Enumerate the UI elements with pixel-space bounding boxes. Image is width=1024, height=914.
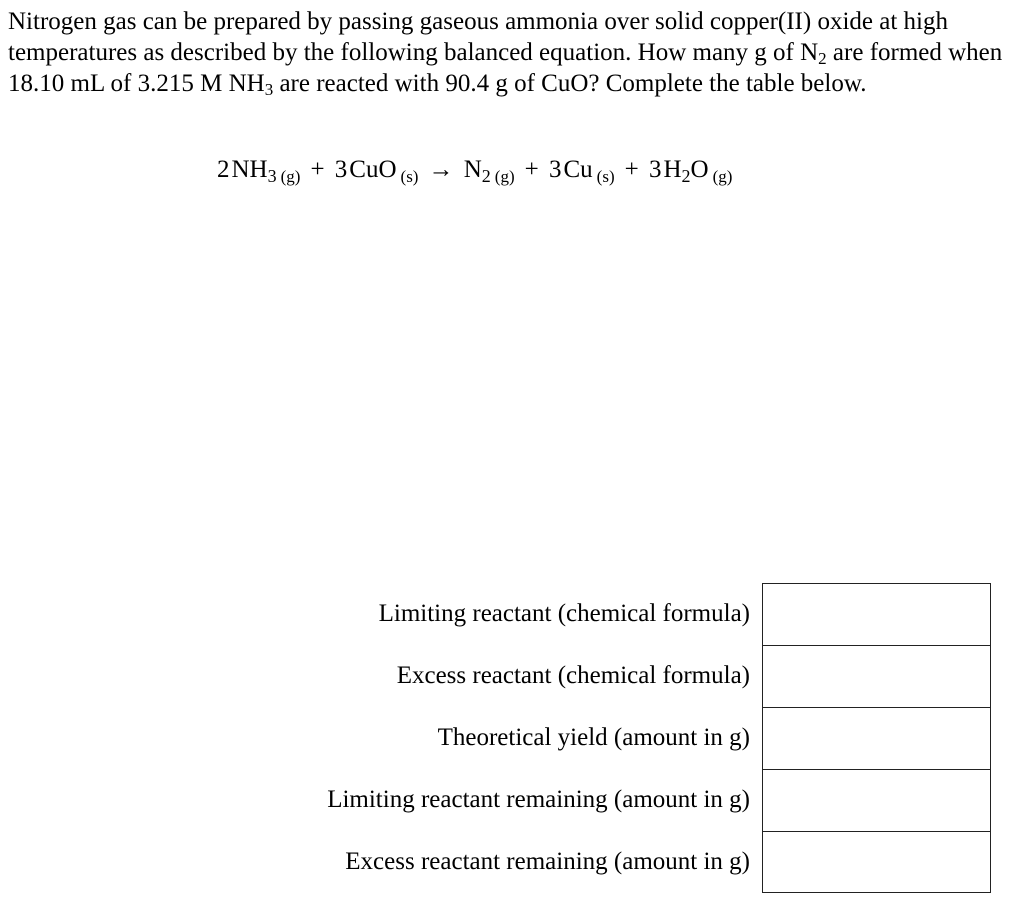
- reaction-arrow: →: [428, 156, 454, 183]
- coefficient-cu: 3: [548, 156, 562, 183]
- formula-h2o-o: O: [690, 156, 709, 183]
- formula-h2o-h: H: [663, 156, 682, 183]
- plus-sign: +: [624, 156, 639, 183]
- subscript-n2: 2: [481, 166, 491, 186]
- row-label: Limiting reactant remaining (amount in g): [327, 786, 750, 813]
- row-label: Excess reactant remaining (amount in g): [345, 848, 750, 875]
- formula-n2: N: [463, 156, 482, 183]
- subscript-h2o: 2: [681, 166, 691, 186]
- answer-box-limiting-reactant[interactable]: [762, 583, 991, 645]
- coefficient-cuo: 3: [334, 156, 348, 183]
- plus-sign: +: [524, 156, 539, 183]
- answer-box-theoretical-yield[interactable]: [762, 707, 991, 769]
- row-label: Excess reactant (chemical formula): [396, 662, 750, 689]
- plus-sign: +: [310, 156, 325, 183]
- coefficient-nh3: 2: [217, 156, 230, 183]
- formula-nh3: NH: [231, 156, 268, 183]
- row-label: Limiting reactant (chemical formula): [378, 600, 750, 627]
- answer-box-excess-reactant[interactable]: [762, 645, 991, 707]
- coefficient-h2o: 3: [648, 156, 662, 183]
- state-h2o: (g): [712, 167, 733, 186]
- question-paragraph: [8, 6, 1008, 99]
- subscript-nh3: 3: [267, 166, 277, 186]
- state-cu: (s): [596, 167, 615, 186]
- question-part-1: Nitrogen gas can be prepared by passing gaseous ammonia over solid copper(II) oxide at high temperatures as described by the following balanced equation. How many g of N: [8, 8, 948, 66]
- state-cuo: (s): [400, 167, 419, 186]
- question-subscript-2: 3: [264, 80, 274, 99]
- answer-box-excess-remaining[interactable]: [762, 831, 991, 893]
- row-excess-reactant: [0, 645, 1002, 707]
- row-excess-remaining: [0, 831, 1002, 893]
- question-part-3: are reacted with 90.4 g of CuO? Complete the table below.: [273, 70, 867, 97]
- state-nh3: (g): [280, 167, 301, 186]
- formula-cuo: CuO: [349, 156, 397, 183]
- answer-table: [0, 583, 1002, 893]
- balanced-equation: [217, 156, 738, 184]
- row-theoretical-yield: [0, 707, 1002, 769]
- question-part-2: are formed when 18.10 mL of 3.215 M NH: [8, 39, 1003, 97]
- formula-cu: Cu: [563, 156, 593, 183]
- question-text: [8, 6, 1008, 99]
- row-limiting-remaining: [0, 769, 1002, 831]
- question-subscript-1: 2: [818, 49, 827, 68]
- answer-box-limiting-remaining[interactable]: [762, 769, 991, 831]
- row-limiting-reactant: [0, 583, 1002, 645]
- state-n2: (g): [494, 167, 515, 186]
- row-label: Theoretical yield (amount in g): [437, 724, 750, 751]
